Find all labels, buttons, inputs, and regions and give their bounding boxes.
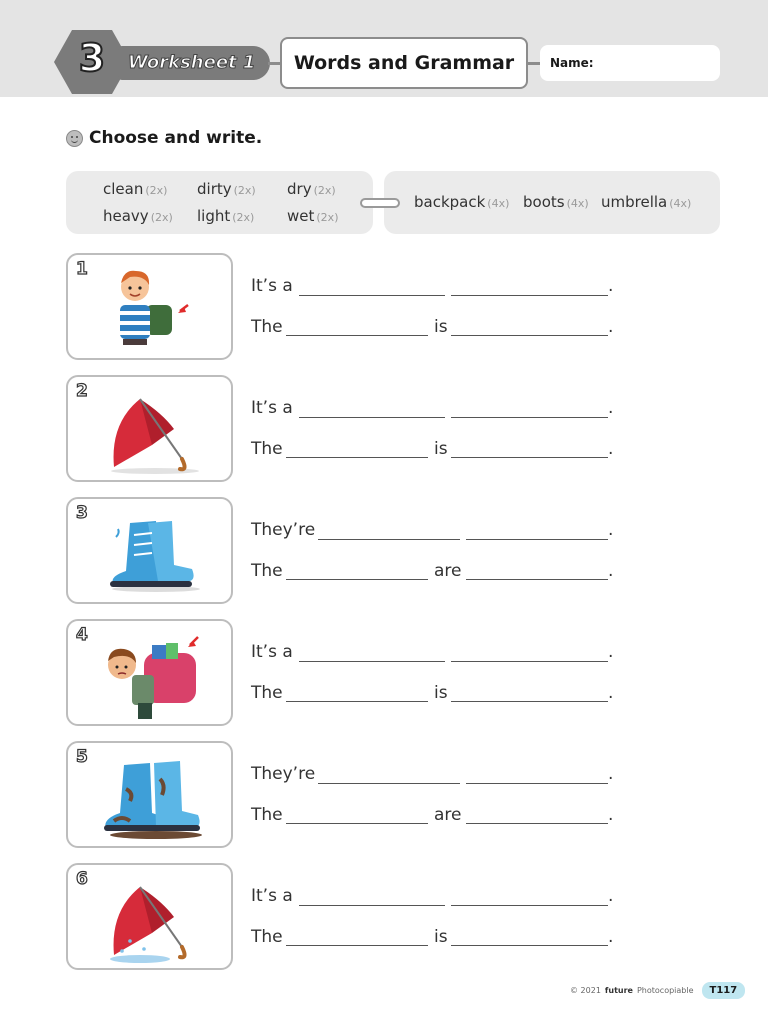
answer-blank[interactable] (299, 661, 445, 662)
period: . (608, 764, 614, 784)
sentence-start: The (251, 805, 283, 825)
item-card-5 (66, 741, 233, 848)
sentence-verb: is (434, 927, 448, 947)
girl-with-heavy-backpack-icon (100, 627, 210, 722)
answer-blank[interactable] (318, 539, 460, 540)
sentence-start: They’re (251, 764, 316, 784)
answer-blank[interactable] (451, 417, 608, 418)
page-number: T117 (702, 982, 746, 999)
word-bank-item: wet (2x) (287, 207, 339, 225)
item-number: 4 (76, 625, 88, 645)
period: . (608, 520, 614, 540)
page-footer (570, 982, 745, 999)
sentence-start: They’re (251, 520, 316, 540)
word-bank-link-icon (360, 198, 400, 208)
word-bank-item: dirty (2x) (197, 180, 256, 198)
sentence-verb: are (434, 805, 462, 825)
instruction-text: Choose and write. (89, 128, 263, 148)
sentence-start: The (251, 317, 283, 337)
sentence-start: It’s a (251, 276, 293, 296)
answer-blank[interactable] (451, 335, 608, 336)
item-number: 5 (76, 747, 88, 767)
word-bank-item: heavy (2x) (103, 207, 173, 225)
answer-blank[interactable] (451, 945, 608, 946)
item-card-3 (66, 497, 233, 604)
publisher-logo: future (604, 986, 633, 995)
period: . (608, 642, 614, 662)
page-title: Words and Grammar (280, 37, 528, 89)
word-bank-item: umbrella (4x) (601, 193, 692, 211)
boy-with-backpack-icon (100, 261, 210, 356)
photocopiable-note: Photocopiable (636, 986, 694, 995)
answer-blank[interactable] (286, 457, 428, 458)
sentence-start: The (251, 927, 283, 947)
sentence-start: The (251, 683, 283, 703)
sentence-start: It’s a (251, 642, 293, 662)
answer-blank[interactable] (466, 823, 608, 824)
answer-blank[interactable] (451, 701, 608, 702)
period: . (608, 317, 614, 337)
answer-blank[interactable] (286, 579, 428, 580)
answer-blank[interactable] (318, 783, 460, 784)
period: . (608, 561, 614, 581)
period: . (608, 886, 614, 906)
answer-blank[interactable] (451, 457, 608, 458)
item-number: 2 (76, 381, 88, 401)
sentence-start: The (251, 439, 283, 459)
answer-blank[interactable] (466, 783, 608, 784)
item-number: 3 (76, 503, 88, 523)
period: . (608, 439, 614, 459)
answer-blank[interactable] (466, 579, 608, 580)
item-card-4 (66, 619, 233, 726)
sentence-verb: is (434, 317, 448, 337)
smiley-icon (66, 130, 83, 147)
sentence-verb: is (434, 683, 448, 703)
word-bank-item: dry (2x) (287, 180, 336, 198)
sentence-verb: are (434, 561, 462, 581)
answer-blank[interactable] (299, 417, 445, 418)
answer-blank[interactable] (299, 905, 445, 906)
answer-blank[interactable] (286, 335, 428, 336)
item-card-1 (66, 253, 233, 360)
wet-umbrella-icon (100, 871, 210, 966)
answer-blank[interactable] (451, 661, 608, 662)
name-label: Name: (550, 56, 594, 70)
blue-boots-icon (100, 505, 210, 600)
word-bank-item: backpack (4x) (414, 193, 510, 211)
sentence-start: The (251, 561, 283, 581)
copyright-text: © 2021 (570, 986, 601, 995)
answer-blank[interactable] (286, 945, 428, 946)
answer-blank[interactable] (451, 905, 608, 906)
period: . (608, 276, 614, 296)
item-number: 6 (76, 869, 88, 889)
answer-blank[interactable] (451, 295, 608, 296)
period: . (608, 805, 614, 825)
answer-blank[interactable] (286, 701, 428, 702)
word-bank-item: clean (2x) (103, 180, 168, 198)
instruction (66, 128, 262, 148)
word-bank-item: light (2x) (197, 207, 255, 225)
sentence-verb: is (434, 439, 448, 459)
word-bank-item: boots (4x) (523, 193, 589, 211)
unit-number: 3 (78, 36, 106, 80)
muddy-boots-icon (100, 749, 210, 844)
period: . (608, 683, 614, 703)
item-number: 1 (76, 259, 88, 279)
worksheet-label: Worksheet 1 (128, 52, 256, 73)
answer-blank[interactable] (466, 539, 608, 540)
period: . (608, 927, 614, 947)
sentence-start: It’s a (251, 886, 293, 906)
name-field[interactable] (540, 45, 720, 81)
item-card-2 (66, 375, 233, 482)
answer-blank[interactable] (299, 295, 445, 296)
period: . (608, 398, 614, 418)
red-umbrella-icon (100, 383, 210, 478)
answer-blank[interactable] (286, 823, 428, 824)
item-card-6 (66, 863, 233, 970)
sentence-start: It’s a (251, 398, 293, 418)
